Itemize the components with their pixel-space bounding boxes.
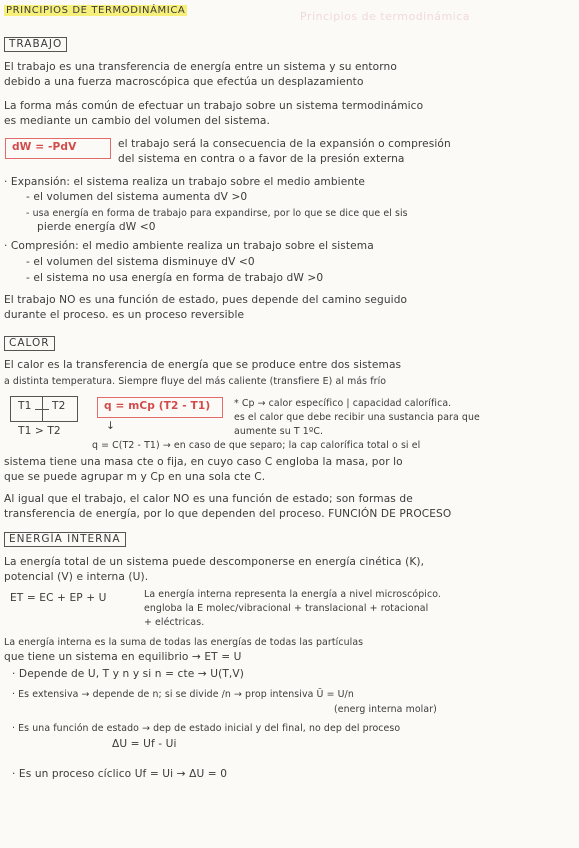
energia-desc-l1: La energía interna representa la energía a nivel microscópico. bbox=[144, 589, 441, 600]
cap-l3: que se puede agrupar m y Cp en una sola cte C. bbox=[4, 471, 266, 483]
page-title-text: PRINCIPIOS DE TERMODINÁMICA bbox=[6, 5, 186, 16]
calor-concl-l1: Al igual que el trabajo, el calor NO es una función de estado; son formas de bbox=[4, 493, 413, 505]
cp-note-l3: aumente su T 1ºC. bbox=[234, 426, 324, 437]
expansion-l2: - el volumen del sistema aumenta dV >0 bbox=[26, 191, 248, 203]
t-relation: T1 > T2 bbox=[18, 425, 61, 437]
cp-note-l1: * Cp → calor específico | capacidad calorífica. bbox=[234, 398, 452, 409]
trabajo-p2-l2: es mediante un cambio del volumen del sistema. bbox=[4, 115, 270, 127]
cp-note-l2: es el calor que debe recibir una sustancia para que bbox=[234, 412, 480, 423]
calor-heading: CALOR bbox=[4, 336, 55, 351]
heat-formula-down-arrow: ↓ bbox=[106, 420, 115, 432]
compresion-l3: - el sistema no usa energía en forma de trabajo dW >0 bbox=[26, 272, 324, 284]
compresion-l1: · Compresión: el medio ambiente realiza un trabajo sobre el sistema bbox=[4, 240, 374, 252]
trabajo-p1-l1: El trabajo es una transferencia de energía entre un sistema y su entorno bbox=[4, 61, 397, 73]
cap-l1: q = C(T2 - T1) → en caso de que separo; la cap calorífica total o si el bbox=[92, 440, 421, 451]
calor-concl-l2: transferencia de energía, por lo que dependen del proceso. FUNCIÓN DE PROCESO bbox=[4, 508, 452, 520]
trabajo-concl-l2: durante el proceso. es un proceso reversible bbox=[4, 309, 245, 321]
expansion-l3: - usa energía en forma de trabajo para expandirse, por lo que se dice que el sis bbox=[26, 208, 408, 219]
expansion-l1: · Expansión: el sistema realiza un trabajo sobre el medio ambiente bbox=[4, 176, 366, 188]
compresion-l2: - el volumen del sistema disminuye dV <0 bbox=[26, 256, 255, 268]
trabajo-concl-l1: El trabajo NO es una función de estado, pues depende del camino seguido bbox=[4, 294, 408, 306]
energia-bullet-2: · Es extensiva → depende de n; si se divide /n → prop intensiva Ū = U/n bbox=[12, 689, 354, 700]
energia-desc-l3: + eléctricas. bbox=[144, 617, 205, 628]
energia-p2-l1: La energía interna es la suma de todas las energías de todas las partículas bbox=[4, 637, 364, 648]
t1-label: T1 bbox=[18, 400, 32, 412]
energia-bullet-2-note: (energ interna molar) bbox=[334, 704, 437, 715]
work-formula-desc-l2: del sistema en contra o a favor de la presión externa bbox=[118, 153, 405, 165]
heat-flow-arrow bbox=[35, 409, 49, 410]
trabajo-p1-l2: debido a una fuerza macroscópica que efectúa un desplazamiento bbox=[4, 76, 364, 88]
energy-formula: ET = EC + EP + U bbox=[10, 592, 107, 604]
energia-heading: ENERGÍA INTERNA bbox=[4, 532, 126, 547]
energia-p1-l2: potencial (V) e interna (U). bbox=[4, 571, 149, 583]
work-formula: dW = -PdV bbox=[12, 141, 77, 153]
t2-label: T2 bbox=[52, 400, 66, 412]
ghost-header: Principios de termodinámica bbox=[300, 10, 471, 23]
cap-l2: sistema tiene una masa cte o fija, en cuyo caso C engloba la masa, por lo bbox=[4, 456, 403, 468]
energia-p2-l2: que tiene un sistema en equilibrio → ET = U bbox=[4, 651, 242, 663]
energia-bullet-3: · Es una función de estado → dep de estado inicial y del final, no dep del proceso bbox=[12, 723, 401, 734]
trabajo-heading: TRABAJO bbox=[4, 37, 67, 52]
calor-p1-l1: El calor es la transferencia de energía que se produce entre dos sistemas bbox=[4, 359, 402, 371]
energia-p1-l1: La energía total de un sistema puede descomponerse en energía cinética (K), bbox=[4, 556, 425, 568]
calor-p1-l2: a distinta temperatura. Siempre fluye del más caliente (transfiere E) al más frío bbox=[4, 376, 387, 387]
energia-bullet-3-formula: ΔU = Uf - Ui bbox=[112, 738, 177, 750]
page-title bbox=[4, 4, 187, 17]
energia-bullet-1: · Depende de U, T y n y si n = cte → U(T,V) bbox=[12, 668, 244, 680]
expansion-l4: pierde energía dW <0 bbox=[37, 221, 156, 233]
trabajo-p2-l1: La forma más común de efectuar un trabajo sobre un sistema termodinámico bbox=[4, 100, 424, 112]
energia-bullet-4: · Es un proceso cíclico Uf = Ui → ΔU = 0 bbox=[12, 768, 228, 780]
energia-desc-l2: engloba la E molec/vibracional + translacional + rotacional bbox=[144, 603, 429, 614]
work-formula-desc-l1: el trabajo será la consecuencia de la expansión o compresión bbox=[118, 138, 451, 150]
heat-formula: q = mCp (T2 - T1) bbox=[104, 400, 211, 412]
